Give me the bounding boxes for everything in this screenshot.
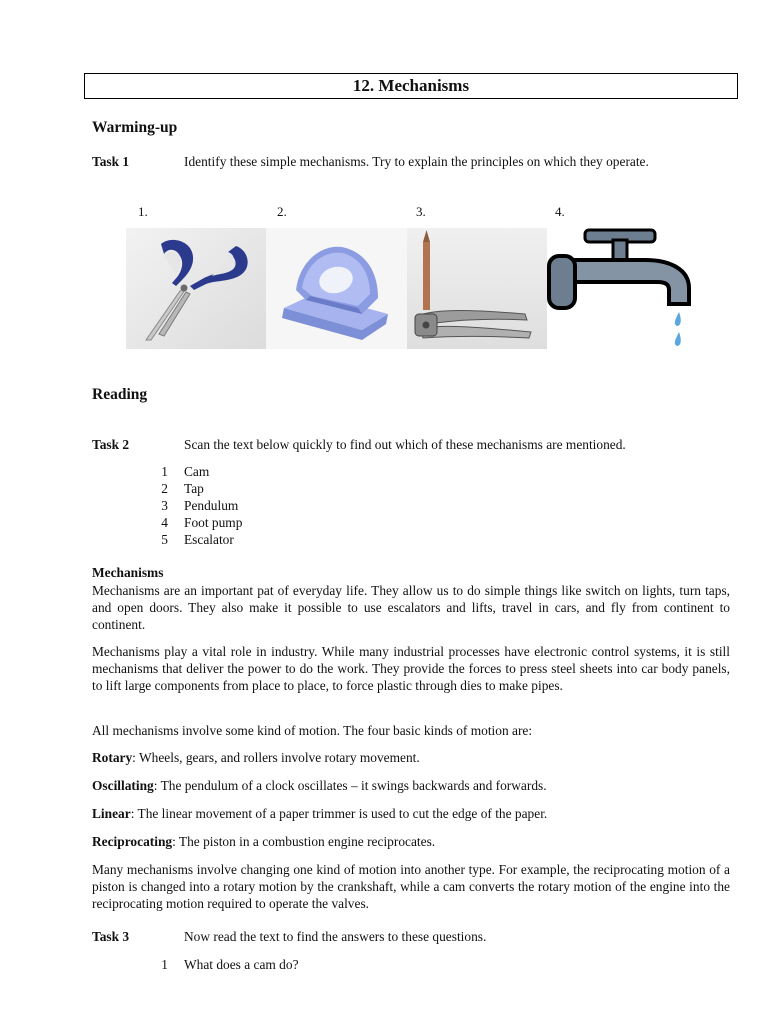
motion-description: : The linear movement of a paper trimmer is used to cut the edge of the paper. — [130, 806, 548, 821]
motion-linear — [92, 805, 730, 822]
task2-label: Task 2 — [92, 437, 130, 452]
motion-term: Oscillating — [92, 778, 154, 793]
paragraph-2: Mechanisms play a vital role in industry. While many industrial processes have electronic control systems, it is still mechanisms that deliver the power to do the work. They provide the forces to press steel sheets into car body panels, to lift large components from place to place, to force plastic through dies to make pipes. — [92, 644, 730, 693]
locking-pliers-image — [407, 228, 547, 349]
motion-rotary — [92, 749, 730, 766]
image-number-3: 3. — [416, 204, 426, 219]
motion-term: Rotary — [92, 750, 133, 765]
warmup-heading: Warming-up — [92, 119, 178, 136]
image-number-2: 2. — [277, 204, 287, 219]
motion-reciprocating — [92, 833, 730, 850]
image-number-1: 1. — [138, 204, 148, 219]
water-tap-image — [547, 228, 697, 349]
motion-term: Reciprocating — [92, 834, 173, 849]
list-item-number: 3 — [161, 498, 168, 513]
motion-description: : Wheels, gears, and rollers involve rotary movement. — [132, 750, 420, 765]
question-number: 1 — [161, 957, 168, 972]
list-item-number: 2 — [161, 481, 168, 496]
paragraph-1: Mechanisms are an important pat of everyday life. They allow us to do simple things like switch on lights, turn taps, and open doors. They also make it possible to use escalators and lifts, travel in cars, and fly from continent to continent. — [92, 583, 730, 632]
task3-label: Task 3 — [92, 929, 130, 944]
task2-text: Scan the text below quickly to find out which of these mechanisms are mentioned. — [184, 437, 626, 452]
list-item: Foot pump — [184, 515, 243, 530]
page-title: 12. Mechanisms — [84, 73, 738, 99]
list-item-number: 5 — [161, 532, 168, 547]
motion-description: : The piston in a combustion engine reciprocates. — [172, 834, 436, 849]
list-item: Tap — [184, 481, 204, 496]
hole-punch-image — [266, 228, 407, 349]
motion-description: : The pendulum of a clock oscillates – it swings backwards and forwards. — [153, 778, 547, 793]
list-item-number: 1 — [161, 464, 168, 479]
paragraph-3: All mechanisms involve some kind of motion. The four basic kinds of motion are: — [92, 723, 533, 738]
task1-label: Task 1 — [92, 154, 130, 169]
image-number-4: 4. — [555, 204, 565, 219]
list-item: Pendulum — [184, 498, 239, 513]
task1-text: Identify these simple mechanisms. Try to explain the principles on which they operate. — [184, 154, 649, 169]
scissors-image — [126, 228, 266, 349]
motion-oscillating — [92, 777, 730, 794]
question-text: What does a cam do? — [184, 957, 299, 972]
list-item: Cam — [184, 464, 210, 479]
text-title: Mechanisms — [92, 565, 164, 580]
paragraph-4: Many mechanisms involve changing one kind of motion into another type. For example, the reciprocating motion of a piston is changed into a rotary motion by the crankshaft, while a cam converts the rotary motion of the engine into the reciprocating motion required to operate the valves. — [92, 862, 730, 911]
reading-heading: Reading — [92, 386, 148, 403]
list-item-number: 4 — [161, 515, 168, 530]
task3-text: Now read the text to find the answers to these questions. — [184, 929, 487, 944]
motion-term: Linear — [92, 806, 131, 821]
list-item: Escalator — [184, 532, 234, 547]
